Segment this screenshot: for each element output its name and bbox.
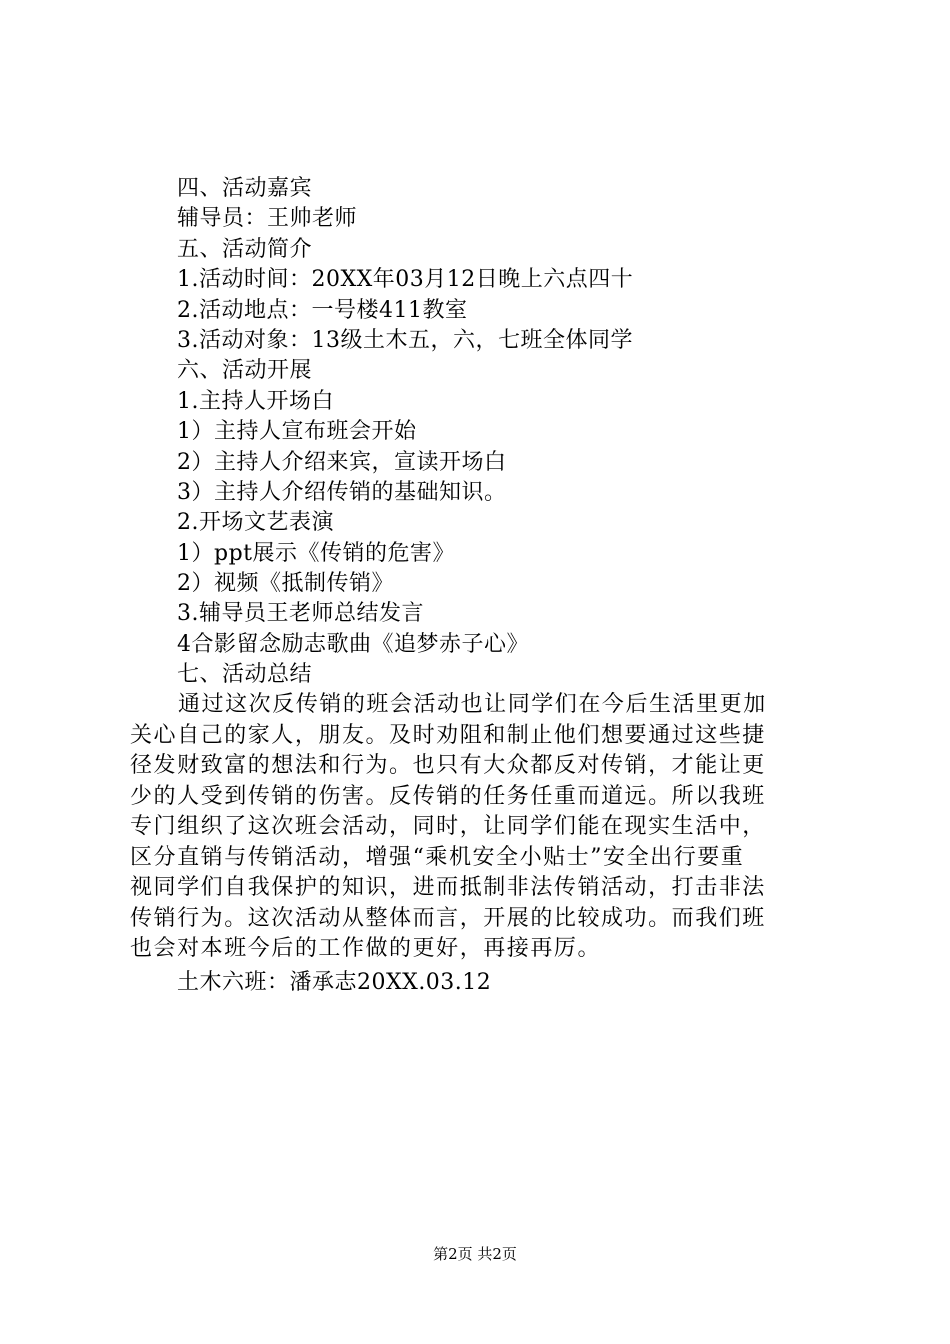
signature-line: 土木六班：潘承志20XX.03.12: [177, 970, 492, 995]
summary-line: 也会对本班今后的工作做的更好，再接再厉。: [130, 936, 602, 961]
activity-subitem: 3）主持人介绍传销的基础知识。: [177, 479, 507, 505]
activity-item: 4合影留念励志歌曲《追梦赤子心》: [177, 631, 529, 657]
summary-line: 区分直销与传销活动，增强“乘机安全小贴士”安全出行要重: [130, 844, 745, 870]
guest-line: 辅导员：王帅老师: [177, 206, 358, 232]
activity-item: 1.主持人开场白: [177, 388, 334, 414]
activity-subitem: 2）视频《抵制传销》: [177, 571, 394, 597]
summary-line: 专门组织了这次班会活动，同时，让同学们能在现实生活中，: [130, 814, 766, 839]
intro-audience: 3.活动对象：13级土木五，六，七班全体同学: [177, 327, 633, 353]
heading-intro: 五、活动简介: [177, 236, 313, 262]
summary-line: 关心自己的家人，朋友。及时劝阻和制止他们想要通过这些捷: [130, 722, 766, 748]
summary-line: 少的人受到传销的伤害。反传销的任务任重而道远。所以我班: [130, 783, 766, 809]
outline-section: [177, 174, 837, 691]
summary-line: 传销行为。这次活动从整体而言，开展的比较成功。而我们班: [130, 905, 766, 931]
summary-paragraph: [130, 690, 840, 965]
activity-item: 2.开场文艺表演: [177, 510, 334, 536]
page-footer: 第2页 共2页: [433, 1245, 517, 1263]
intro-time: 1.活动时间：20XX年03月12日晚上六点四十: [177, 267, 634, 293]
activity-item: 3.辅导员王老师总结发言: [177, 601, 424, 627]
summary-line: 视同学们自我保护的知识，进而抵制非法传销活动，打击非法: [130, 875, 766, 900]
intro-location: 2.活动地点：一号楼411教室: [177, 297, 468, 323]
activity-subitem: 1）ppt展示《传销的危害》: [177, 540, 456, 566]
summary-line: 通过这次反传销的班会活动也让同学们在今后生活里更加: [178, 692, 767, 717]
heading-guests: 四、活动嘉宾: [177, 176, 313, 201]
summary-line: 径发财致富的想法和行为。也只有大众都反对传销，才能让更: [130, 753, 766, 778]
activity-subitem: 2）主持人介绍来宾，宣读开场白: [177, 449, 507, 475]
heading-summary: 七、活动总结: [177, 662, 313, 688]
heading-activities: 六、活动开展: [177, 358, 313, 384]
activity-subitem: 1）主持人宣布班会开始: [177, 419, 417, 445]
